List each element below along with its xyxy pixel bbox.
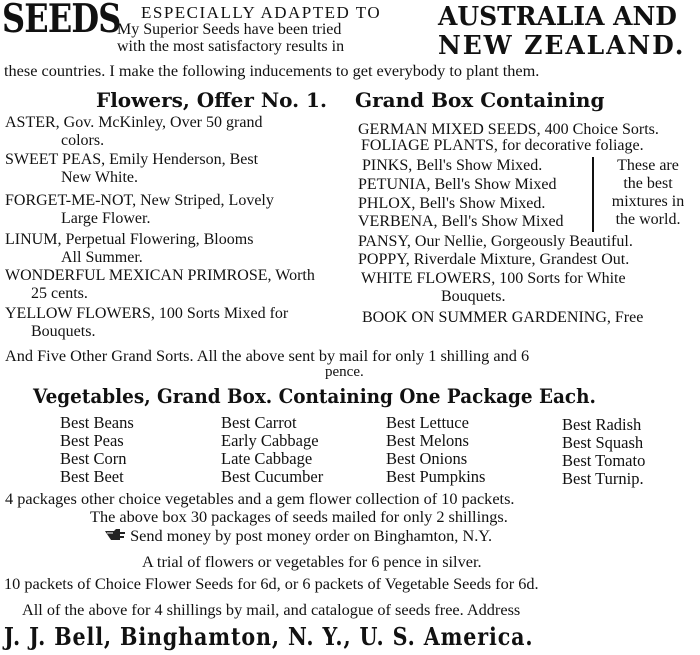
veg-item: Best Turnip. bbox=[562, 469, 644, 488]
grand-box-item-white bbox=[361, 270, 626, 306]
signature-line: J. J. Bell, Binghamton, N. Y., U. S. America. bbox=[4, 622, 534, 651]
money-order-text: Send money by post money order on Binghamton, N.Y. bbox=[130, 526, 493, 545]
veg-item: Best Lettuce bbox=[386, 413, 469, 432]
flower-item-line: SWEET PEAS, Emily Henderson, Best bbox=[5, 151, 259, 168]
all-above-line: All of the above for 4 shillings by mail, and catalogue of seeds free. Address bbox=[22, 600, 521, 619]
pointing-hand-icon bbox=[104, 526, 126, 546]
veg-item: Best Peas bbox=[60, 431, 124, 450]
australia-title: AUSTRALIA AND bbox=[438, 2, 677, 32]
grand-box-item-pansy: PANSY, Our Nellie, Gorgeously Beautiful. bbox=[358, 233, 633, 250]
flower-item-line: YELLOW FLOWERS, 100 Sorts Mixed for bbox=[5, 305, 289, 322]
grand-box-item-german: GERMAN MIXED SEEDS, 400 Choice Sorts. bbox=[358, 121, 659, 138]
flower-item-yellow bbox=[5, 305, 288, 341]
grand-box-item-pinks: PINKS, Bell's Show Mixed. bbox=[362, 157, 543, 174]
flower-item-line: ASTER, Gov. McKinley, Over 50 grand bbox=[5, 114, 263, 131]
money-order-line bbox=[104, 526, 492, 546]
seeds-word: SEEDS bbox=[2, 0, 121, 42]
flower-item-line: 25 cents. bbox=[31, 285, 88, 302]
veg-item: Best Beans bbox=[60, 413, 134, 432]
grand-box-item-phlox: PHLOX, Bell's Show Mixed. bbox=[358, 195, 546, 212]
veg-item: Best Corn bbox=[60, 449, 127, 468]
veg-item: Best Cucumber bbox=[221, 467, 324, 486]
veg-item: Best Beet bbox=[60, 467, 124, 486]
flowers-footer-line-2: pence. bbox=[325, 364, 364, 380]
flower-item-sweet-peas bbox=[5, 151, 258, 187]
vegetables-heading: Vegetables, Grand Box. Containing One Package Each. bbox=[33, 384, 596, 408]
veg-item: Early Cabbage bbox=[221, 431, 319, 450]
flower-item-line: colors. bbox=[61, 132, 105, 149]
grand-box-item-verbena: VERBENA, Bell's Show Mixed bbox=[358, 213, 564, 230]
flowers-footer-line-1: And Five Other Grand Sorts. All the above sent by mail for only 1 shilling and 6 bbox=[5, 346, 530, 365]
grand-box-item-book: BOOK ON SUMMER GARDENING, Free bbox=[362, 309, 644, 326]
new-zealand-title: NEW ZEALAND. bbox=[438, 31, 686, 61]
intro-line-2: with the most satisfactory results in bbox=[117, 38, 345, 55]
grand-box-item-foliage: FOLIAGE PLANTS, for decorative foliage. bbox=[361, 137, 644, 154]
veg-column-4 bbox=[562, 416, 645, 488]
flower-item-line: FORGET-ME-NOT, New Striped, Lovely bbox=[5, 192, 274, 209]
flower-item-line: All Summer. bbox=[61, 249, 143, 266]
veg-item: Best Squash bbox=[562, 433, 644, 452]
veg-item: Best Tomato bbox=[562, 451, 646, 470]
veg-item: Best Carrot bbox=[221, 413, 297, 432]
side-note-line: mixtures in bbox=[611, 193, 685, 210]
flower-item-line: WONDERFUL MEXICAN PRIMROSE, Worth bbox=[5, 267, 315, 284]
flower-item-primrose bbox=[5, 267, 315, 303]
intro-line-3: these countries. I make the following inducements to get everybody to plant them. bbox=[4, 61, 540, 80]
trial-line: A trial of flowers or vegetables for 6 pence in silver. bbox=[142, 552, 482, 571]
veg-item: Best Pumpkins bbox=[386, 467, 486, 486]
flowers-heading: Flowers, Offer No. 1. bbox=[96, 88, 327, 112]
flower-item-forget-me-not bbox=[5, 192, 274, 228]
intro-line-1: My Superior Seeds have been tried bbox=[117, 21, 342, 38]
flower-item-line: New White. bbox=[61, 169, 139, 186]
veg-column-2 bbox=[221, 414, 323, 486]
flower-item-linum bbox=[5, 231, 253, 267]
grand-box-item-poppy: POPPY, Riverdale Mixture, Grandest Out. bbox=[358, 251, 630, 268]
side-note-line: These are bbox=[617, 157, 679, 174]
vegetables-line-1: 4 packages other choice vegetables and a gem flower collection of 10 packets. bbox=[5, 489, 515, 508]
veg-item: Best Onions bbox=[386, 449, 468, 468]
side-note bbox=[596, 157, 700, 229]
grand-box-item-line: WHITE FLOWERS, 100 Sorts for White bbox=[361, 270, 626, 287]
vegetables-line-2: The above box 30 packages of seeds mailed for only 2 shillings. bbox=[90, 507, 508, 526]
flower-item-line: Bouquets. bbox=[31, 323, 96, 340]
side-note-line: the world. bbox=[615, 211, 681, 228]
flower-item-line: LINUM, Perpetual Flowering, Blooms bbox=[5, 231, 254, 248]
packets-line: 10 packets of Choice Flower Seeds for 6d, or 6 packets of Vegetable Seeds for 6d. bbox=[4, 574, 539, 593]
side-note-line: the best bbox=[623, 175, 673, 192]
grand-box-heading: Grand Box Containing bbox=[355, 88, 605, 112]
veg-column-1 bbox=[60, 414, 134, 486]
flower-item-line: Large Flower. bbox=[61, 210, 151, 227]
veg-item: Best Melons bbox=[386, 431, 469, 450]
veg-column-3 bbox=[386, 414, 485, 486]
flower-item-aster bbox=[5, 114, 262, 150]
veg-item: Late Cabbage bbox=[221, 449, 313, 468]
especially-adapted: ESPECIALLY ADAPTED TO bbox=[141, 3, 382, 22]
grand-box-item-petunia: PETUNIA, Bell's Show Mixed bbox=[358, 176, 557, 193]
grand-box-item-line: Bouquets. bbox=[441, 288, 506, 305]
veg-item: Best Radish bbox=[562, 415, 642, 434]
bracket-divider bbox=[592, 157, 594, 232]
